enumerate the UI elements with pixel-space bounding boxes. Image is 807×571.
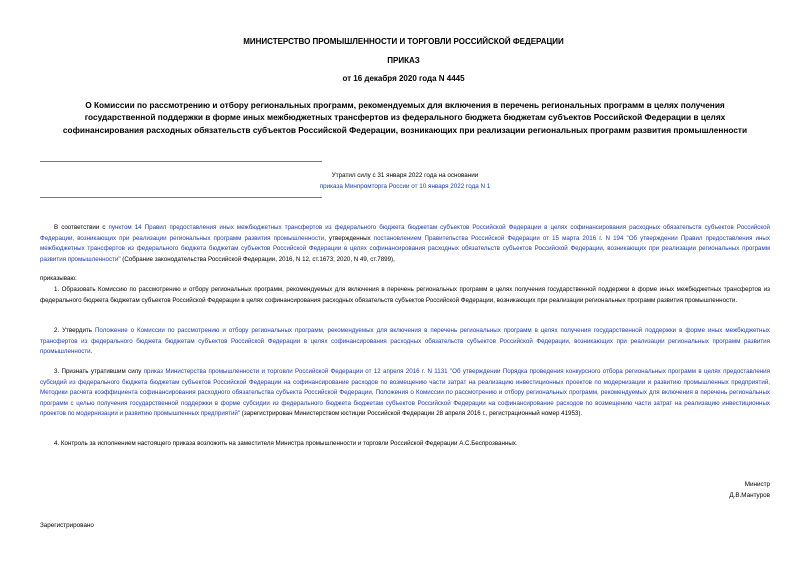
doc-type-heading: ПРИКАЗ [387, 56, 420, 65]
repealed-order-link[interactable]: приказ Министерства промышленности и торговли Российской Федерации от 12 апреля 2016 г. N 1131 "Об утверждении Порядка проведения конкурсного отбора региональных программ в целях предоставления субсидий из федерального бюджета бюджетам субъектов Российской Федерации на софинансирование расходов по возмещению части затрат на реализацию инвестиционных проектов по модернизации и развитию промышленных предприятий, Методики расчета коэффициента софинансирования расходного обязательства субъекта Российской Федерации, Положения о Комиссии по рассмотрению и отбору региональных программ, рекомендуемых для включения в перечень региональных программ с целью получения государственной поддержки в форме субсидии из федерального бюджета бюджетам субъектов Российской Федерации на софинансирование расходов по возмещению части затрат на реализацию инвестиционных проектов по модернизации и развитию промышленных предприятий" [40, 368, 770, 417]
government-resolution-link[interactable]: постановлением Правительства Российской Федерации от 15 марта 2016 г. N 194 "Об утверждении Правил предоставления иных межбюджетных трансфертов из федерального бюджета бюджетам субъектов Российской Федерации в целях софинансирования расходных обязательств субъектов Российской Федерации, возникающих при реализации региональных программ развития промышленности" [40, 234, 770, 263]
registered-label: Зарегистрировано [40, 522, 94, 529]
item-1: 1. Образовать Комиссию по рассмотрению и отбору региональных программ, рекомендуемых для включения в перечень региональных программ в целях получения государственной поддержки в форме иных межбюджетных трансфертов из федерального бюджета бюджетам субъектов Российской Федерации в целях софинансирования расходных обязательств субъектов Российской Федерации, возникающих при реализации региональных программ развития промышленности. [40, 286, 770, 304]
repeal-order-link[interactable]: приказа Минпромторга России от 10 января 2022 года N 1 [319, 183, 491, 190]
divider-top [40, 161, 322, 162]
item-4: 4. Контроль за исполнением настоящего приказа возложить на заместителя Министра промышленности и торговли Российской Федерации А.С.Беспрозванных. [54, 440, 518, 447]
signature-role: Министр [744, 481, 770, 488]
divider-bottom [40, 197, 322, 198]
preamble-text-2: , утвержденных [324, 234, 374, 242]
commission-regulation-link[interactable]: Положение о Комиссии по рассмотрению и отбору региональных программ, рекомендуемых для включения в перечень региональных программ в целях получения государственной поддержки в форме иных межбюджетных трансфертов из федерального бюджета бюджетам субъектов Российской Федерации в целях софинансирования расходных обязательств субъектов Российской Федерации, возникающих при реализации региональных программ развития промышленности [40, 327, 770, 355]
preamble-paragraph [40, 223, 770, 265]
item-3-end: (зарегистрирован Министерством юстиции Российской Федерации 28 апреля 2016 г., регистрационный номер 41953). [240, 410, 583, 417]
item-3-text: 3. Признать утратившим силу [54, 368, 144, 375]
signature-name: Д.В.Мантуров [729, 492, 770, 499]
page-title: О Комиссии по рассмотрению и отбору региональных программ, рекомендуемых для включения в перечень региональных программ в целях получения государственной поддержки в форме иных межбюджетных трансфертов из федерального бюджета бюджетам субъектов Российской Федерации в целях софинансирования расходных обязательств субъектов Российской Федерации, возникающих при реализации региональных программ развития промышленности [62, 100, 748, 135]
item-2-end: . [90, 348, 93, 355]
preamble-text-1: В соответствии с [54, 224, 109, 231]
item-2-text: 2. Утвердить [54, 327, 95, 334]
item-3 [40, 367, 770, 420]
status-link[interactable] [290, 181, 520, 192]
preamble-text-3: (Собрание законодательства Российской Федерации, 2016, N 12, ст.1673; 2020, N 49, ст.7899), [120, 255, 395, 263]
item-2 [40, 326, 770, 358]
ministry-heading: МИНИСТЕРСТВО ПРОМЫШЛЕННОСТИ И ТОРГОВЛИ РОССИЙСКОЙ ФЕДЕРАЦИИ [243, 37, 564, 46]
orders-label: приказываю: [40, 275, 77, 282]
date-number: от 16 декабря 2020 года N 4445 [342, 74, 465, 83]
rules-point-14-link[interactable]: пунктом 14 Правил предоставления иных межбюджетных трансфертов из федерального бюджета бюджетам субъектов Российской Федерации в целях софинансирования расходных обязательств субъектов Российской Федерации, возникающих при реализации региональных программ развития промышленности [40, 224, 771, 242]
status-line: Утратил силу с 31 января 2022 года на основании [331, 172, 479, 179]
